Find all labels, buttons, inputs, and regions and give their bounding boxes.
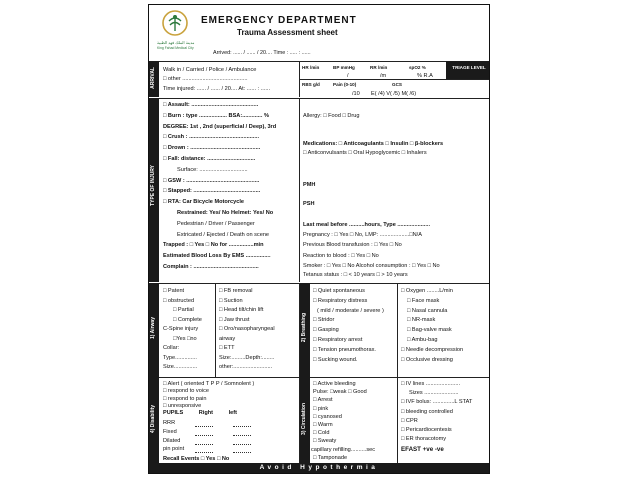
medications[interactable]: Medications: □ Anticoagulants □ Insulin □ β-blockers <box>303 141 444 147</box>
disability-option[interactable]: □ respond to pain <box>163 395 207 402</box>
injury-item[interactable]: DEGREE: 1st , 2nd (superficial / Deep), 3rd <box>163 123 277 130</box>
pmh[interactable]: PMH <box>303 182 316 188</box>
airway-option[interactable]: C-Spine injury <box>163 326 199 332</box>
airway-intervention[interactable]: □ Head tilt/chin lift <box>219 307 264 313</box>
arrival-other[interactable]: □ other .......................................... <box>163 76 248 82</box>
injury-item[interactable]: □ Stapped: ........................................... <box>163 188 261 195</box>
last-meal[interactable]: Last meal before ..........hours, Type ..................... <box>303 222 431 228</box>
pupil-row[interactable]: pin point <box>163 446 185 453</box>
injury-item[interactable]: Restrained: Yes/ No Helmet: Yes/ No <box>177 210 274 216</box>
type-of-injury-label: TYPE OF INJURY <box>150 165 156 206</box>
reaction-to-blood[interactable]: Reaction to blood : □ Yes □ No <box>303 253 379 259</box>
time-injured[interactable]: Time injured: ...... / ...... / 20.... At: ...... : ...... <box>163 86 271 92</box>
circulation-intervention[interactable]: Sizes ...................... <box>409 390 459 397</box>
circulation-intervention[interactable]: □ ER thoracotomy <box>401 436 447 443</box>
vital-bp-value[interactable]: / <box>347 73 349 79</box>
breathing-intervention[interactable]: □ Nasal cannula <box>407 307 448 314</box>
gcs-value[interactable]: E( /4) V( /5) M( /6) <box>371 91 417 97</box>
airway-option[interactable]: □ Patent <box>163 288 185 294</box>
logo-text-ar: مدينة الملك فهد الطبية <box>157 40 195 45</box>
breathing-option[interactable]: ( mild / moderate / severe ) <box>317 307 384 314</box>
smoker[interactable]: Smoker : □ Yes □ No Alcohol consumption : □ Yes □ No <box>303 263 440 269</box>
airway-option[interactable]: □ Complete <box>173 316 202 323</box>
vital-spo2: spO2 % <box>409 65 426 70</box>
pupil-field[interactable] <box>233 444 251 445</box>
breathing-intervention[interactable]: □ Face mask <box>407 297 440 304</box>
airway-intervention[interactable]: □ FB removal <box>219 288 253 294</box>
pupil-row[interactable]: RRR <box>163 420 176 426</box>
breathing-option[interactable]: □ Stridor <box>313 317 335 324</box>
pregnancy[interactable]: Pregnancy : □ Yes □ No, LMP: ...................□N/A <box>303 232 422 238</box>
injury-item[interactable]: □ Fall: distance: ............................... <box>163 156 256 162</box>
circulation-option[interactable]: capillary refilling..........sec <box>311 446 376 453</box>
breathing-option[interactable]: □ Gasping <box>313 327 339 334</box>
pupil-field[interactable] <box>233 452 251 453</box>
breathing-option[interactable]: □ Respiratory distress <box>313 297 368 304</box>
pupil-field[interactable] <box>195 444 213 445</box>
breathing-label: 2) Breathing <box>301 313 307 343</box>
circulation-option[interactable]: □ Warm <box>313 422 333 428</box>
circulation-option[interactable]: □ Arrest <box>313 397 333 404</box>
breathing-option[interactable]: □ Tension pneumothorax. <box>313 346 376 353</box>
triage-level: TRIAGE LEVEL <box>452 65 486 70</box>
vital-gcs: GCS <box>392 82 402 87</box>
injury-item[interactable]: □ Assault: ........................................... <box>163 102 259 108</box>
airway-intervention[interactable]: □ Suction <box>219 297 243 304</box>
footer-avoid-hypothermia: Avoid Hypothermia <box>149 463 489 473</box>
airway-option[interactable]: Size............... <box>163 364 198 370</box>
airway-option[interactable]: □Yes □no <box>173 335 197 342</box>
airway-intervention[interactable]: Size:.........Depth:........ <box>219 354 275 361</box>
breathing-intervention[interactable]: □ Ambu-bag <box>407 337 438 343</box>
disability-option[interactable]: □ respond to voice <box>163 388 209 395</box>
tetanus[interactable]: Tetanus status : □ < 10 years □ > 10 years <box>303 272 408 278</box>
breathing-option[interactable]: □ Respiratory arrest <box>313 337 363 343</box>
injury-item[interactable]: □ RTA: Car Bicycle Motorcycle <box>163 199 244 206</box>
hospital-logo <box>157 9 193 53</box>
airway-intervention[interactable]: □ Jaw thrust <box>219 316 250 323</box>
airway-intervention[interactable]: □ ETT <box>219 345 235 351</box>
circulation-intervention[interactable]: □ CPR <box>401 417 418 424</box>
page-title: EMERGENCY DEPARTMENT <box>201 15 357 26</box>
circulation-option[interactable]: Pulse: □weak □ Good <box>313 389 367 396</box>
injury-item[interactable]: □ GSW : ............................................... <box>163 177 260 184</box>
circulation-intervention[interactable]: □ bleeding controlled <box>401 408 453 415</box>
airway-option[interactable]: □ obstructed <box>163 297 195 304</box>
breathing-intervention[interactable]: □ Needle decompression <box>401 346 464 353</box>
pupil-field[interactable] <box>195 426 213 427</box>
pupil-field[interactable] <box>195 435 213 436</box>
logo-emblem-icon <box>157 9 193 39</box>
circulation-intervention[interactable]: □ IV lines ...................... <box>401 381 461 387</box>
disability-option[interactable]: □ Alert ( oriented T P P / Somnolent ) <box>163 381 255 387</box>
injury-item[interactable]: Pedestrian / Driver / Passenger <box>177 220 255 227</box>
circulation-option[interactable]: □ Tamponade <box>313 454 348 461</box>
injury-item[interactable]: Trapped : □ Yes □ No for ................min <box>163 242 264 249</box>
pupil-row[interactable]: Dilated <box>163 437 181 444</box>
breathing-intervention[interactable]: □ Bag-valve mask <box>407 327 452 334</box>
trauma-assessment-sheet <box>148 4 490 474</box>
recall-events[interactable]: Recall Events □ Yes □ No <box>163 456 230 462</box>
circulation-option[interactable]: □ Sweaty <box>313 438 337 445</box>
airway-option[interactable]: Type.............. <box>163 354 197 361</box>
airway-intervention[interactable]: airway <box>219 335 236 342</box>
airway-option[interactable]: □ Partial <box>173 307 194 313</box>
page-subtitle: Trauma Assessment sheet <box>237 28 338 37</box>
pupil-row[interactable]: Fixed <box>163 428 177 435</box>
circulation-label: 3) Circulation <box>301 403 307 435</box>
injury-item[interactable]: Estimated Blood Loss By EMS ................ <box>163 253 271 260</box>
arrived-line[interactable]: Arrived: ...... / ...... / 20.... Time : ..... : ...... <box>213 50 311 56</box>
breathing-intervention[interactable]: □ Oxygen ........L/min <box>401 288 453 294</box>
psh[interactable]: PSH <box>303 201 315 207</box>
vital-rbs: RBS g/d <box>302 82 320 87</box>
arrival-label: ARRIVAL <box>150 67 156 89</box>
injury-item[interactable]: Extricated / Ejected / Death on scene <box>177 231 270 238</box>
breathing-intervention[interactable]: □ NR-mask <box>407 317 436 324</box>
airway-intervention[interactable]: other:......................... <box>219 364 273 370</box>
injury-item[interactable]: □ Burn : type .................. BSA:............. % <box>163 112 269 119</box>
circulation-option[interactable]: □ Active bleeding <box>313 381 356 387</box>
vital-hr: HR /min <box>302 65 320 70</box>
disability-label: 4) Disability <box>150 405 156 434</box>
airway-option[interactable]: Collar: <box>163 345 180 351</box>
disability-option[interactable]: □ unresponsive <box>163 403 202 410</box>
medications-2[interactable]: □ Anticonvulsants □ Oral Hypoglycemic □ Inhalers <box>303 150 427 156</box>
efast[interactable]: EFAST +ve -ve <box>401 446 444 453</box>
vital-bp: BP mmHg <box>333 65 355 70</box>
circulation-intervention[interactable]: □ IVF bolus: ..............L STAT <box>401 399 473 406</box>
circulation-option[interactable]: □ Cold <box>313 430 330 437</box>
allergy[interactable]: Allergy: □ Food □ Drug <box>303 113 360 119</box>
airway-label: 1) Airway <box>150 317 156 340</box>
injury-item[interactable]: □ Drown : ............................................. <box>163 145 261 152</box>
vital-rr: RR /min <box>370 65 388 70</box>
breathing-option[interactable]: □ Sucking wound. <box>313 356 358 363</box>
circulation-option[interactable]: □ cyanosed <box>313 413 342 420</box>
pupil-field[interactable] <box>195 452 213 453</box>
breathing-intervention[interactable]: □ Occlusive dressing <box>401 356 453 363</box>
injury-item[interactable]: □ Crush : ............................................. <box>163 134 260 141</box>
airway-intervention[interactable]: □ Oro/nasopharyngeal <box>219 326 275 332</box>
injury-item[interactable]: Complain : .......................................... <box>163 264 259 270</box>
circulation-intervention[interactable]: □ Pericardiocentesis <box>401 427 452 433</box>
arrival-mode[interactable]: Walk in / Carried / Police / Ambulance <box>163 67 257 73</box>
logo-text-en: King Fahad Medical City <box>157 46 194 50</box>
vital-spo2-value[interactable]: % R.A <box>417 73 433 79</box>
vital-rr-value[interactable]: /m <box>380 73 387 79</box>
pupil-field[interactable] <box>233 435 251 436</box>
injury-item[interactable]: Surface: ............................... <box>177 166 248 173</box>
prev-transfusion[interactable]: Previous Blood transfusion : □ Yes □ No <box>303 242 402 248</box>
pupils-header: PUPILS Right left <box>163 410 237 416</box>
pain-value[interactable]: /10 <box>352 91 360 97</box>
pupil-field[interactable] <box>233 426 251 427</box>
breathing-option[interactable]: □ Quiet spontaneous <box>313 288 365 294</box>
vital-pain: Pain (0-10) <box>333 82 357 87</box>
circulation-option[interactable]: □ pink <box>313 405 329 412</box>
